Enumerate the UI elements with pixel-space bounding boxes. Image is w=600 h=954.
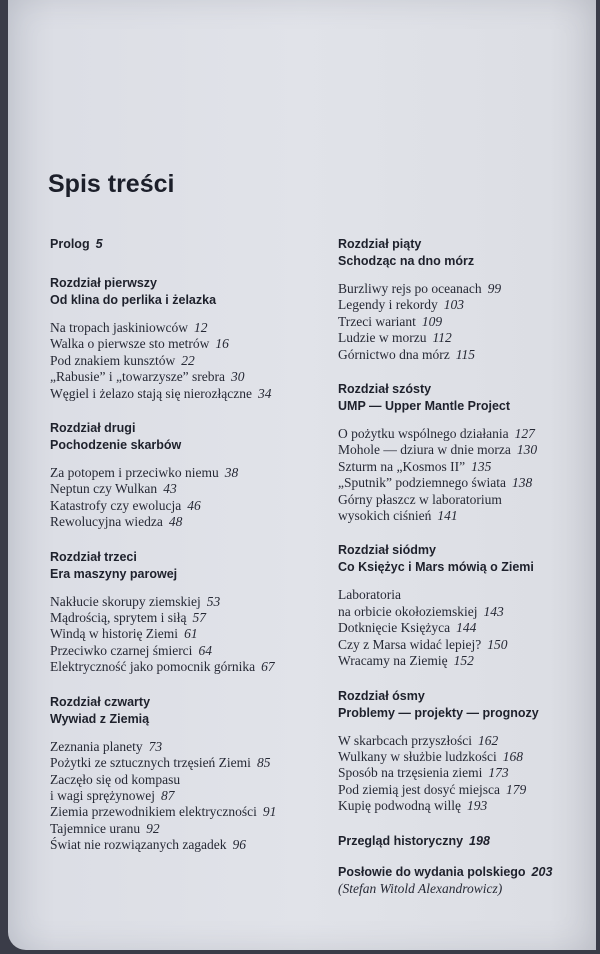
historical-page: 198 bbox=[469, 833, 490, 848]
entry-text: Pod znakiem kunsztów bbox=[50, 352, 176, 368]
entry-text: Trzeci wariant bbox=[338, 313, 416, 329]
toc-entry bbox=[50, 626, 322, 642]
entry-text: Czy z Marsa widać lepiej? bbox=[338, 636, 482, 652]
entry-text: Za potopem i przeciwko niemu bbox=[50, 465, 219, 481]
toc-entry bbox=[338, 637, 588, 653]
entry-page: 152 bbox=[453, 653, 474, 669]
toc-entry bbox=[338, 653, 588, 669]
entry-text: Wracamy na Ziemię bbox=[338, 653, 448, 669]
chapter-title: Wywiad z Ziemią bbox=[50, 711, 150, 726]
toc-entry bbox=[50, 498, 322, 514]
historical-entry bbox=[338, 833, 588, 850]
toc-entry bbox=[50, 465, 322, 481]
toc-entry bbox=[338, 475, 588, 491]
toc-entry bbox=[50, 514, 322, 530]
toc-entry bbox=[338, 749, 588, 765]
chapter-title: Problemy — projekty — prognozy bbox=[338, 705, 539, 720]
toc-entry bbox=[50, 643, 322, 659]
toc-right-column bbox=[338, 236, 588, 897]
entry-page: 193 bbox=[466, 798, 488, 814]
chapter-number: Rozdział czwarty bbox=[50, 694, 151, 709]
prolog-entry bbox=[50, 236, 322, 253]
toc-entry bbox=[338, 492, 588, 508]
entry-page: 173 bbox=[488, 765, 509, 781]
toc-entry bbox=[50, 659, 322, 675]
entry-text: Zeznania planety bbox=[50, 738, 143, 754]
entry-page: 103 bbox=[443, 297, 464, 313]
entry-text: Laboratoria bbox=[338, 587, 401, 603]
entry-page: 168 bbox=[502, 748, 524, 764]
entry-text: Neptun czy Wulkan bbox=[50, 481, 158, 497]
entry-text: Sposób na trzęsienia ziemi bbox=[338, 765, 483, 781]
page-title: Spis treści bbox=[48, 170, 175, 198]
toc-entry bbox=[50, 739, 322, 755]
toc-entry bbox=[338, 508, 588, 524]
toc-entry bbox=[50, 594, 322, 610]
chapter-title: Schodząc na dno mórz bbox=[338, 254, 475, 268]
entry-page: 130 bbox=[516, 442, 538, 458]
toc-entry bbox=[50, 336, 322, 352]
entry-text: Szturm na „Kosmos II” bbox=[338, 458, 466, 474]
entry-page: 38 bbox=[224, 465, 239, 481]
entry-page: 85 bbox=[256, 755, 271, 771]
toc-entry bbox=[338, 442, 588, 458]
entry-page: 57 bbox=[192, 610, 206, 626]
entry-text: Pod ziemią jest dosyć miejsca bbox=[338, 781, 500, 797]
toc-entry bbox=[338, 281, 588, 297]
chapter-number: Rozdział trzeci bbox=[50, 549, 137, 564]
entry-text: Górnictwo dna mórz bbox=[338, 346, 450, 362]
entry-text: Przeciwko czarnej śmierci bbox=[50, 642, 193, 658]
afterword-label: Posłowie do wydania polskiego bbox=[338, 864, 526, 879]
entry-text: Rewolucyjna wiedza bbox=[50, 514, 163, 530]
toc-entry bbox=[50, 837, 322, 853]
afterword-author: (Stefan Witold Alexandrowicz) bbox=[338, 880, 503, 896]
chapter-title: Co Księżyc i Mars mówią o Ziemi bbox=[338, 560, 534, 575]
chapter-block bbox=[50, 420, 322, 531]
toc-entry bbox=[338, 459, 588, 475]
toc-entry bbox=[338, 314, 588, 330]
toc-entry bbox=[338, 330, 588, 346]
entry-page: 99 bbox=[487, 281, 502, 296]
toc-entry bbox=[50, 369, 322, 385]
entry-page: 43 bbox=[163, 481, 177, 497]
chapter-number: Rozdział szósty bbox=[338, 382, 432, 397]
prolog-label: Prolog bbox=[50, 237, 90, 251]
entry-text: Wulkany w służbie ludzkości bbox=[338, 748, 497, 764]
toc-entry bbox=[338, 347, 588, 363]
entry-text: wysokich ciśnień bbox=[338, 508, 432, 524]
toc-entry bbox=[338, 426, 588, 442]
chapter-block bbox=[50, 694, 322, 854]
afterword-entry bbox=[338, 864, 588, 881]
entry-text: Nakłucie skorupy ziemskiej bbox=[50, 593, 201, 609]
toc-entry bbox=[50, 804, 322, 820]
toc-entry bbox=[338, 798, 588, 814]
toc-left-column bbox=[50, 236, 322, 872]
entry-page: 127 bbox=[514, 426, 535, 442]
entry-page: 73 bbox=[148, 738, 163, 754]
entry-text: Burzliwy rejs po oceanach bbox=[338, 281, 482, 296]
entry-text: Dotknięcie Księżyca bbox=[338, 620, 451, 636]
entry-page: 150 bbox=[487, 636, 508, 652]
entry-page: 48 bbox=[168, 514, 183, 530]
entry-text: Walka o pierwsze sto metrów bbox=[50, 336, 210, 352]
toc-entry bbox=[50, 481, 322, 497]
entry-page: 16 bbox=[215, 336, 229, 352]
chapter-number: Rozdział siódmy bbox=[338, 543, 436, 558]
toc-entry bbox=[338, 733, 588, 749]
entry-text: Na tropach jaskiniowców bbox=[50, 320, 188, 335]
toc-entry bbox=[50, 755, 322, 771]
prolog-page: 5 bbox=[95, 237, 103, 251]
entry-page: 179 bbox=[505, 781, 527, 797]
toc-entry bbox=[338, 765, 588, 781]
entry-text: Katastrofy czy ewolucja bbox=[50, 497, 182, 513]
toc-entry bbox=[50, 788, 322, 804]
toc-entry bbox=[50, 610, 322, 626]
toc-entry bbox=[338, 620, 588, 636]
toc-entry bbox=[50, 386, 322, 402]
entry-text: Górny płaszcz w laboratorium bbox=[338, 491, 502, 507]
entry-text: Pożytki ze sztucznych trzęsień Ziemi bbox=[50, 755, 251, 771]
entry-text: Ziemia przewodnikiem elektryczności bbox=[50, 804, 257, 820]
chapter-block bbox=[338, 542, 588, 669]
entry-page: 143 bbox=[483, 603, 504, 619]
toc-entry bbox=[338, 587, 588, 603]
entry-page: 30 bbox=[231, 369, 245, 385]
chapter-title: UMP — Upper Mantle Project bbox=[338, 399, 511, 414]
entry-text: i wagi sprężynowej bbox=[50, 787, 155, 803]
chapter-number: Rozdział pierwszy bbox=[50, 276, 157, 290]
book-page bbox=[8, 0, 596, 950]
chapter-block bbox=[338, 688, 588, 815]
chapter-block bbox=[50, 549, 322, 676]
entry-page: 67 bbox=[261, 659, 275, 675]
entry-text: Mohole — dziura w dnie morza bbox=[338, 442, 511, 458]
entry-text: Zaczęło się od kompasu bbox=[50, 771, 181, 787]
toc-entry bbox=[338, 297, 588, 313]
toc-entry bbox=[50, 821, 322, 837]
entry-text: Legendy i rekordy bbox=[338, 297, 438, 313]
entry-page: 92 bbox=[146, 820, 160, 836]
entry-page: 112 bbox=[432, 330, 452, 346]
entry-text: Elektryczność jako pomocnik górnika bbox=[50, 659, 256, 675]
entry-text: na orbicie okołoziemskiej bbox=[338, 603, 478, 619]
chapter-block bbox=[50, 275, 322, 402]
toc-entry bbox=[338, 782, 588, 798]
entry-text: Mądrością, sprytem i siłą bbox=[50, 610, 187, 626]
entry-page: 135 bbox=[471, 458, 492, 474]
entry-text: Windą w historię Ziemi bbox=[50, 626, 179, 642]
entry-text: Tajemnice uranu bbox=[50, 820, 141, 836]
chapter-block bbox=[338, 381, 588, 524]
entry-page: 109 bbox=[421, 313, 443, 329]
afterword-page: 203 bbox=[531, 864, 553, 879]
entry-page: 12 bbox=[193, 320, 208, 335]
entry-page: 87 bbox=[160, 787, 175, 803]
chapter-title: Pochodzenie skarbów bbox=[50, 438, 182, 453]
entry-page: 34 bbox=[258, 385, 272, 401]
entry-page: 46 bbox=[187, 497, 201, 513]
toc-entry bbox=[50, 772, 322, 788]
entry-page: 91 bbox=[262, 804, 277, 820]
entry-page: 96 bbox=[232, 837, 247, 853]
chapter-title: Od klina do perlika i żelazka bbox=[50, 293, 217, 307]
entry-text: „Sputnik” podziemnego świata bbox=[338, 475, 506, 491]
entry-page: 144 bbox=[456, 620, 477, 636]
chapter-title: Era maszyny parowej bbox=[50, 566, 178, 581]
toc-entry bbox=[50, 353, 322, 369]
entry-page: 162 bbox=[477, 732, 499, 748]
chapter-block bbox=[338, 236, 588, 363]
entry-page: 61 bbox=[184, 626, 198, 642]
entry-page: 64 bbox=[198, 642, 212, 658]
entry-text: W skarbcach przyszłości bbox=[338, 732, 472, 748]
chapter-number: Rozdział piąty bbox=[338, 237, 422, 251]
historical-label: Przegląd historyczny bbox=[338, 833, 464, 848]
entry-page: 53 bbox=[206, 593, 221, 609]
entry-page: 138 bbox=[511, 475, 533, 491]
toc-entry bbox=[338, 604, 588, 620]
entry-text: Świat nie rozwiązanych zagadek bbox=[50, 837, 227, 853]
entry-page: 141 bbox=[437, 508, 458, 524]
entry-page: 22 bbox=[181, 352, 195, 368]
entry-text: O pożytku wspólnego działania bbox=[338, 426, 509, 442]
chapter-number: Rozdział drugi bbox=[50, 421, 136, 436]
toc-entry bbox=[50, 320, 322, 336]
entry-text: Kupię podwodną willę bbox=[338, 798, 461, 814]
entry-text: „Rabusie” i „towarzysze” srebra bbox=[50, 369, 226, 385]
entry-text: Węgiel i żelazo stają się nierozłączne bbox=[50, 385, 253, 401]
entry-page: 115 bbox=[455, 346, 475, 362]
entry-text: Ludzie w morzu bbox=[338, 330, 427, 346]
chapter-number: Rozdział ósmy bbox=[338, 688, 425, 703]
